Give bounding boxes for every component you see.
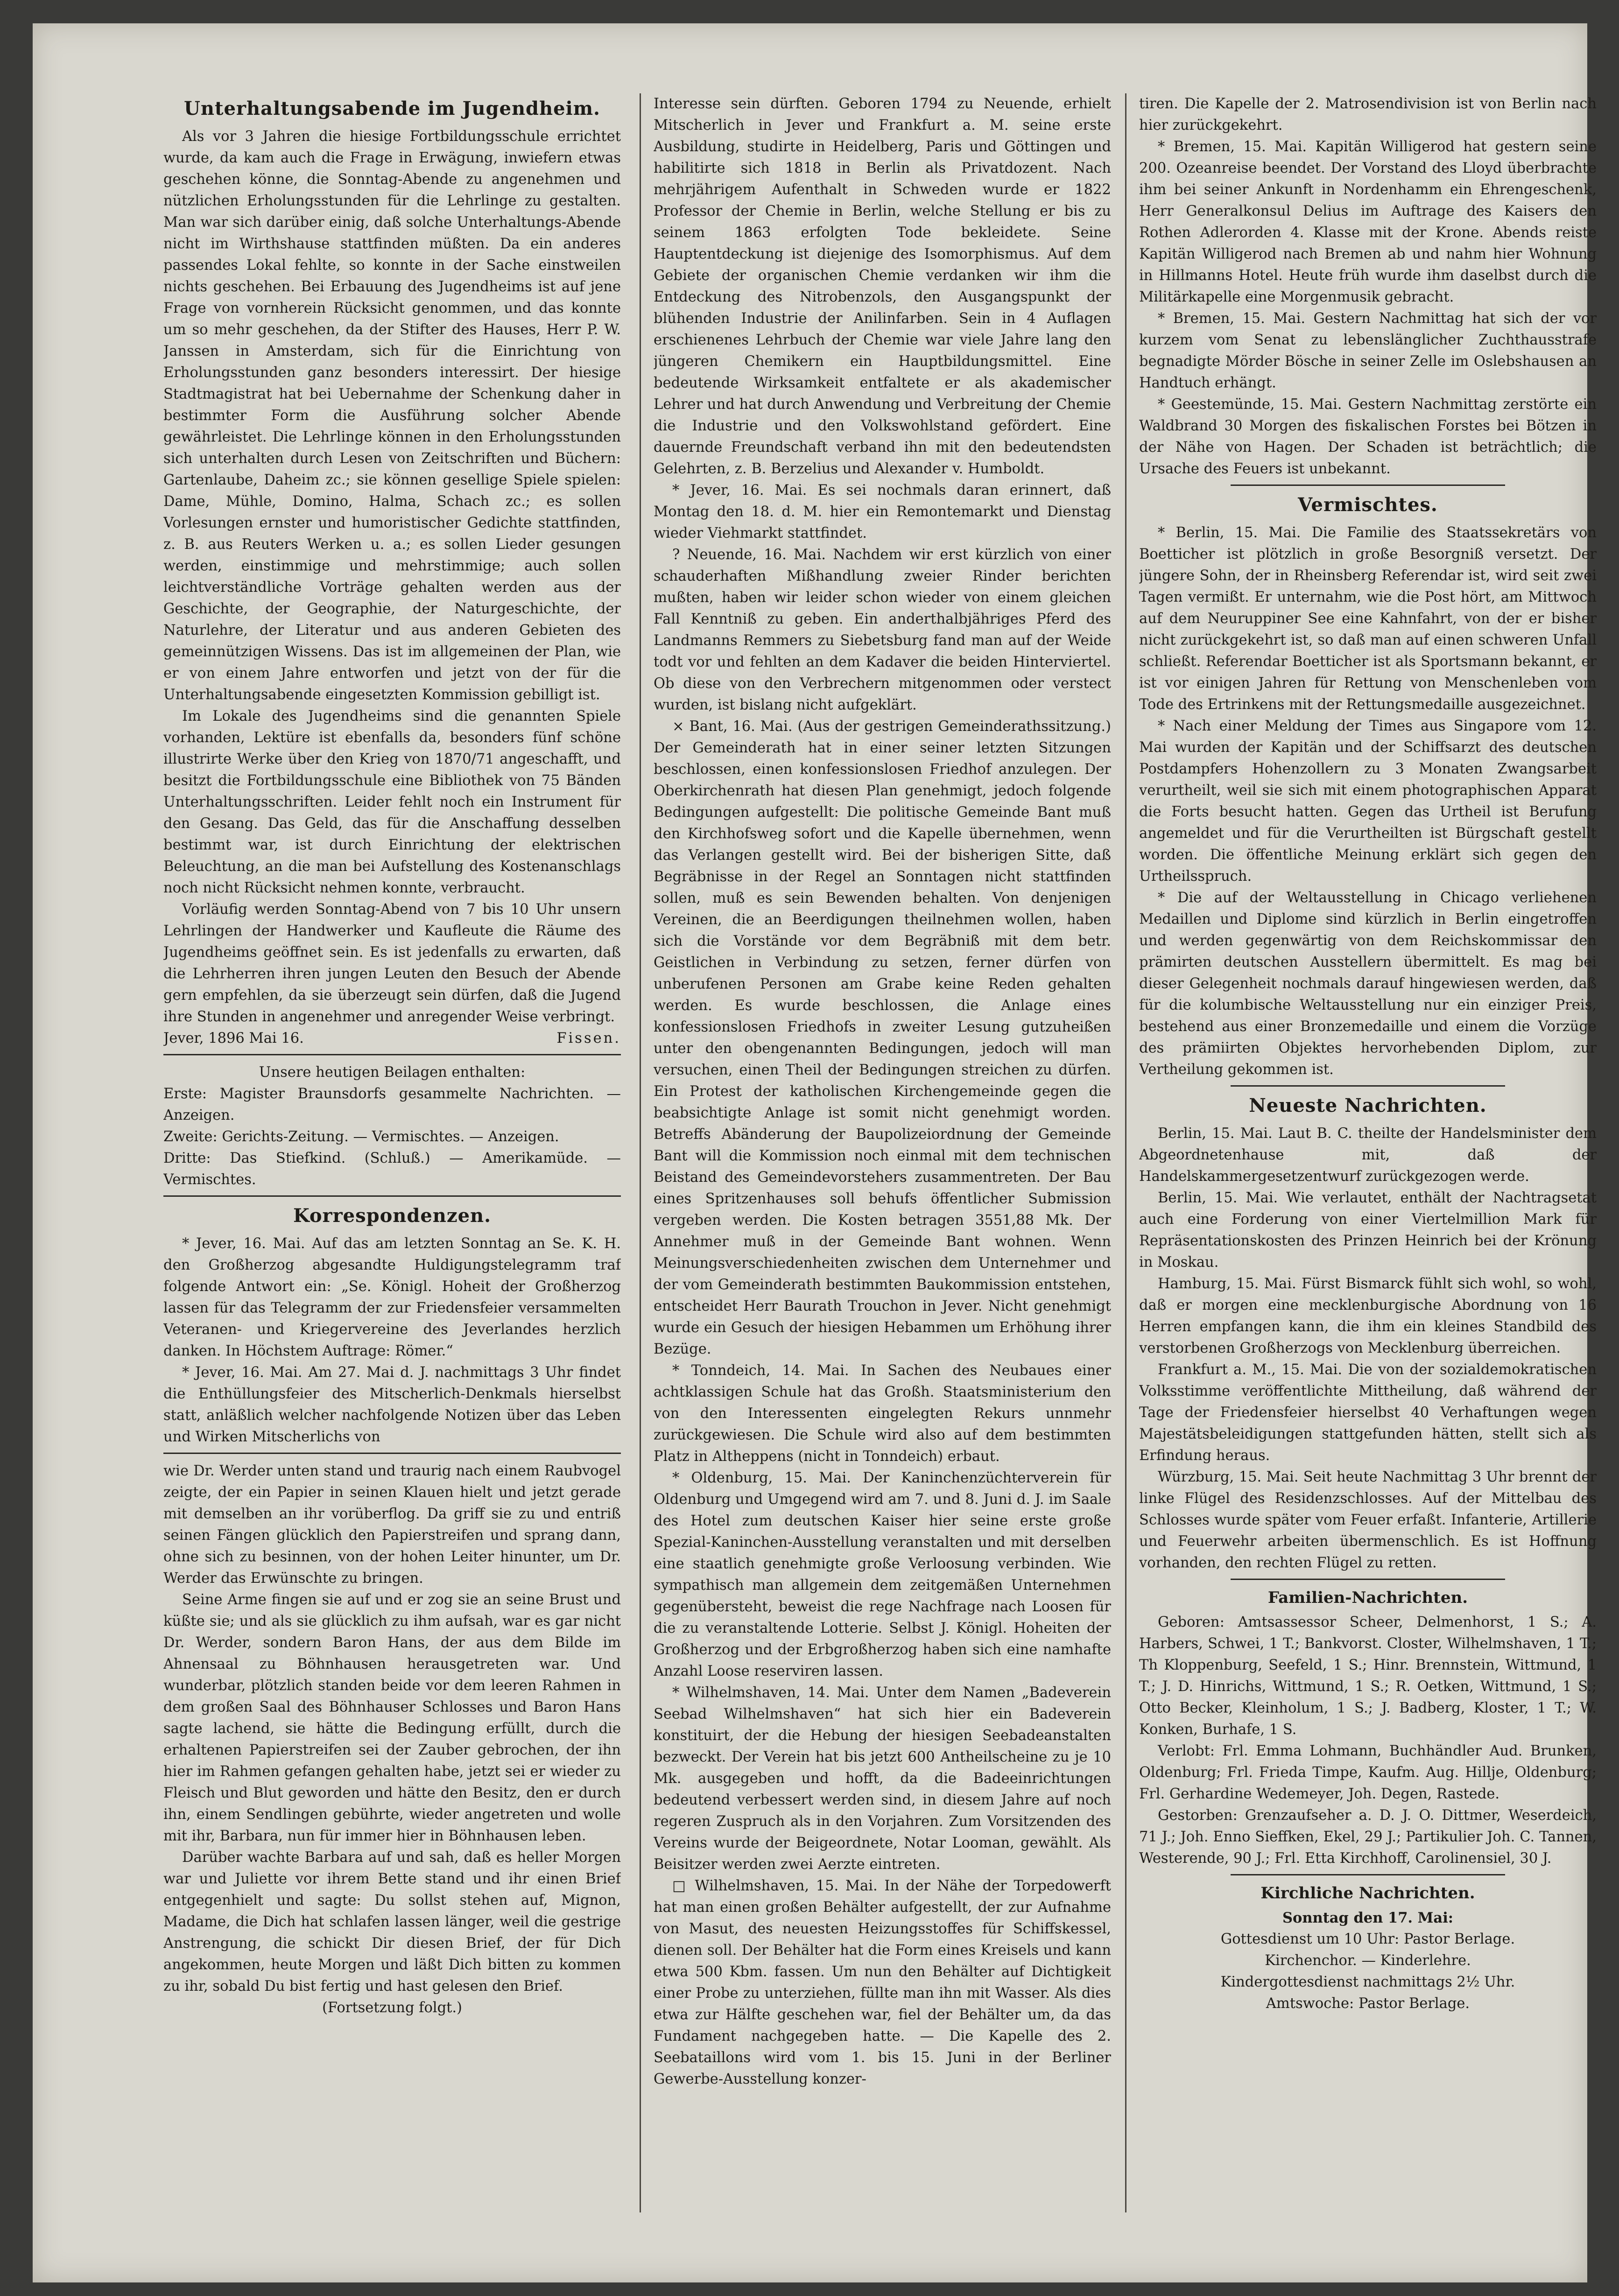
paragraph: Verlobt: Frl. Emma Lohmann, Buchhändler Aud. Brunken, Oldenburg; Frl. Frieda Timpe, Kaufm. Aug. Hillje, Oldenburg; Frl. Gerhardine Wedemeyer, Joh. Degen, Rastede. [1139,1743,1597,1802]
paragraph: Berlin, 15. Mai. Wie verlautet, enthält der Nachtragsetat auch eine Forderung von einer Viertelmillion Mark für Repräsentationskosten des Prinzen Heinrich bei der Krönung in Moskau. [1139,1190,1597,1271]
signature-line [163,1028,621,1049]
column-left [163,93,621,2203]
heading-vermischtes: Vermischtes. [1298,494,1438,516]
paragraph: * Jever, 16. Mai. Am 27. Mai d. J. nachmittags 3 Uhr findet die Enthüllungsfeier des Mitscherlich-Denkmals hierselbst statt, anläßlich welcher nachfolgende Notizen über das Leben und Wirken Mitscherlichs von [163,1364,621,1445]
heading-familien-nachrichten: Familien-Nachrichten. [1267,1588,1468,1607]
beilagen-line: Dritte: Das Stiefkind. (Schluß.) — Amerikamüde. — Vermischtes. [163,1150,621,1188]
divider [1231,1085,1505,1087]
beilagen-heading: Unsere heutigen Beilagen enthalten: [259,1064,526,1081]
paragraph: tiren. Die Kapelle der 2. Matrosendivision ist von Berlin nach hier zurückgekehrt. [1139,96,1597,133]
paragraph: Interesse sein dürften. Geboren 1794 zu Neuende, erhielt Mitscherlich in Jever und Frankfurt a. M. seine erste Ausbildung, studirte in Heidelberg, Paris und Göttingen und habilitirte sich 1818 in Berlin als Privatdozent. Nach mehrjährigem Aufenthalt in Schweden wurde er 1822 Professor der Chemie in Berlin, welche Stellung er bis zu seinem 1863 erfolgten Tode bekleidete. Seine Hauptentdeckung ist diejenige des Isomorphismus. Auf dem Gebiete der organischen Chemie verdanken wir ihm die Entdeckung des Nitrobenzols, den Ausgangspunkt der blühenden Industrie der Anilinfarben. Sein in 4 Auflagen erschienenes Lehrbuch der Chemie war viele Jahre lang den jüngeren Chemikern ein Hauptbildungsmittel. Eine bedeutende Wirksamkeit entfaltete er als akademischer Lehrer und hat durch Anwendung und Verbreitung der Chemie die Industrie und den Volkswohlstand gefördert. Eine dauernde Freundschaft verband ihn mit den bedeutendsten Gelehrten, z. B. Berzelius und Alexander v. Humboldt. [654,96,1111,477]
paragraph: * Jever, 16. Mai. Es sei nochmals daran erinnert, daß Montag den 18. d. M. hier ein Remontemarkt und Dienstag wieder Viehmarkt stattfindet. [654,482,1111,541]
paragraph: * Nach einer Meldung der Times aus Singapore vom 12. Mai wurden der Kapitän und der Schiffsarzt des deutschen Postdampfers Hohenzollern zu 3 Monaten Zwangsarbeit verurtheilt, weil sie sich mit einem photographischen Apparat die Forts besucht hatten. Gegen das Urtheil ist Berufung angemeldet und für die Verurtheilten ist Bürgschaft gestellt worden. Die öffentliche Meinung erklärt sich gegen den Urtheilsspruch. [1139,718,1597,885]
paragraph: Berlin, 15. Mai. Laut B. C. theilte der Handelsminister dem Abgeordnetenhause mit, daß der Handelskammergesetzentwurf zurückgezogen werde. [1139,1125,1597,1185]
column-rule [640,93,641,2212]
divider [1231,484,1505,486]
continuation-note: (Fortsetzung folgt.) [322,2000,462,2016]
paragraph: Hamburg, 15. Mai. Fürst Bismarck fühlt sich wohl, so wohl, daß er morgen eine mecklenburgische Abordnung von 16 Herren empfangen kann, die ihm ein kleines Standbild des verstorbenen Großherzogs von Mecklenburg überreichen. [1139,1276,1597,1356]
divider [1231,1579,1505,1580]
column-right [1139,93,1597,2212]
paragraph: □ Wilhelmshaven, 15. Mai. In der Nähe der Torpedowerft hat man einen großen Behälter aufgestellt, der zur Aufnahme von Masut, des neuesten Heizungsstoffes für Schiffskessel, dienen soll. Der Behälter hat die Form eines Kreisels und kann etwa 500 Kbm. fassen. Um nun den Behälter auf Dichtigkeit einer Probe zu unterziehen, füllte man ihn mit Wasser. Als dies etwa zur Hälfte geschehen war, fiel der Behälter um, da das Fundament nachgegeben hatte. — Die Kapelle des 2. Seebataillons wird vom 1. bis 15. Juni in der Berliner Gewerbe-Ausstellung konzer- [654,1878,1111,2087]
paragraph: Gestorben: Grenzaufseher a. D. J. O. Dittmer, Weserdeich, 71 J.; Joh. Enno Sieffken, Ekel, 29 J.; Partikulier Joh. C. Tannen, Westerende, 90 J.; Frl. Etta Kirchhoff, Carolinensiel, 30 J. [1139,1807,1597,1867]
church-line: Gottesdienst um 10 Uhr: Pastor Berlage. [1220,1931,1515,1947]
paragraph: Darüber wachte Barbara auf und sah, daß es heller Morgen war und Juliette vor ihrem Bette stand und ihr einen Brief entgegenhielt und sagte: Du sollst stehen auf, Mignon, Madame, die Dich hat schlafen lassen länger, weil die gestrige Anstrengung, die schickt Dir diesen Brief, der für Dich angekommen, heute Morgen und läßt Dich bitten zu kommen zu ihr, sobald Du bist fertig und hast gelesen den Brief. [163,1849,621,1994]
beilagen-line: Zweite: Gerichts-Zeitung. — Vermischtes. — Anzeigen. [163,1129,559,1145]
paragraph: * Die auf der Weltausstellung in Chicago verliehenen Medaillen und Diplome sind kürzlich in Berlin eingetroffen und werden gegenwärtig von dem Reichskommissar den prämirten deutschen Ausstellern übermittelt. Es mag bei dieser Gelegenheit nochmals darauf hingewiesen werden, daß für die kolumbische Weltausstellung nur ein einziger Preis, bestehend aus einer Bronzemedaille und einem die Vorzüge des prämiirten Objektes hervorhebenden Diplom, zur Vertheilung gekommen ist. [1139,890,1597,1078]
divider [1231,1874,1505,1875]
paragraph: Als vor 3 Jahren die hiesige Fortbildungsschule errichtet wurde, da kam auch die Frage in Erwägung, inwiefern etwas geschehen könne, die Sonntag-Abende zu angenehmen und nützlichen Erholungsstunden für die Lehrlinge zu gestalten. Man war sich darüber einig, daß solche Unterhaltungs-Abende nicht im Wirthshause stattfinden müßten. Da ein anderes passendes Lokal fehlte, so konnte in der Sache einstweilen nichts geschehen. Bei Erbauung des Jugendheims ist auf jene Frage von vornherein Rücksicht genommen, und das konnte um so mehr geschehen, da der Stifter des Hauses, Herr P. W. Janssen in Amsterdam, sich für die Einrichtung von Erholungsstunden ganz besonders interessirt. Der hiesige Stadtmagistrat hat bei Uebernahme der Schenkung daher in bestimmter Form die Ausführung solcher Abende gewährleistet. Die Lehrlinge können in den Erholungsstunden sich unterhalten durch Lesen von Zeitschriften und Büchern: Gartenlaube, Daheim zc.; sie können gesellige Spiele spielen: Dame, Mühle, Domino, Halma, Schach zc.; es sollen Vorlesungen ernster und humoristischer Gedichte stattfinden, z. B. aus Reuters Werken u. a.; es sollen Lieder gesungen werden, einstimmige und mehrstimmige; auch sollen leichtverständliche Vorträge gehalten werden aus der Geschichte, der Geographie, der Naturgeschichte, der Naturlehre, der Literatur und aus anderen Gebieten des gemeinnützigen Wissens. Das ist im allgemeinen der Plan, wie er von einem Jahre entworfen und jetzt von der für die Unterhaltungsabende eingesetzten Kommission gebilligt ist. [163,128,621,703]
signature-name: Fissen. [556,1030,621,1046]
paragraph: × Bant, 16. Mai. (Aus der gestrigen Gemeinderathssitzung.) Der Gemeinderath hat in einer seiner letzten Sitzungen beschlossen, einen konfessionslosen Friedhof anzulegen. Der Oberkirchenrath hat diesen Plan genehmigt, jedoch folgende Bedingungen aufgestellt: Die politische Gemeinde Bant muß den Kirchhofsweg sofort und die Kapelle übernehmen, wenn das Verlangen gestellt wird. Bei der bisherigen Sitte, daß Begräbnisse in der Regel an Sonntagen nicht stattfinden sollen, muß es sein Bewenden behalten. Von denjenigen Vereinen, die an Beerdigungen theilnehmen wollen, haben sich die Vorstände vor dem Begräbniß mit dem betr. Geistlichen in Verbindung zu setzen, ferner dürfen von unberufenen Personen am Grabe keine Reden gehalten werden. Es wurde beschlossen, die Anlage eines konfessionslosen Friedhofs in zweiter Lesung gutzuheißen unter den obengenannten Bedingungen, jedoch will man versuchen, einen Theil der Bedingungen streichen zu dürfen. Ein Protest der katholischen Kirchengemeinde gegen die beabsichtigte Anlage ist somit nicht genehmigt worden. Betreffs Abänderung der Baupolizeiordnung der Gemeinde Bant will die Kommission noch einmal mit dem technischen Beistand des Gemeindevorstehers zusammentreten. Der Bau eines Spritzenhauses soll behufs öffentlicher Submission vergeben werden. Die Kosten betragen 3551,88 Mk. Der Annehmer muß in der Gemeinde Bant wohnen. Wenn Meinungsverschiedenheiten zwischen dem Unternehmer und der vom Gemeinderath bestimmten Baukommission entstehen, entscheidet Herr Baurath Trouchon in Jever. Nicht genehmigt wurde ein Gesuch der hiesigen Hebammen um Erhöhung ihrer Bezüge. [654,718,1111,1357]
paragraph: * Bremen, 15. Mai. Gestern Nachmittag hat sich der vor kurzem vom Senat zu lebenslänglicher Zuchthausstrafe begnadigte Mörder Bösche in seiner Zelle im Oslebshausen an Handtuch erhängt. [1139,310,1597,391]
church-date: Sonntag den 17. Mai: [1282,1910,1454,1926]
paragraph: wie Dr. Werder unten stand und traurig nach einem Raubvogel zeigte, der ein Papier in seinen Klauen hielt und jetzt gerade mit demselben an ihr vorüberflog. Da griff sie zu und entriß seinen Fängen glücklich den Papierstreifen und sprang dann, ohne sich zu besinnen, von der hohen Leiter hinunter, um Dr. Werder das Erwünschte zu bringen. [163,1463,621,1587]
paragraph: * Oldenburg, 15. Mai. Der Kaninchenzüchterverein für Oldenburg und Umgegend wird am 7. und 8. Juni d. J. im Saale des Hotel zum deutschen Kaiser hier seine erste große Spezial-Kaninchen-Ausstellung veranstalten und mit derselben eine staatlich genehmigte große Verloosung verbinden. Wie sympathisch man allgemein dem zeitgemäßen Unternehmen gegenübersteht, beweist die rege Nachfrage nach Loosen für die zu veranstaltende Lotterie. Selbst J. Königl. Hoheiten der Großherzog und der Erbgroßherzog haben sich eine namhafte Anzahl Loose reserviren lassen. [654,1470,1111,1679]
church-line: Kirchenchor. — Kinderlehre. [1265,1952,1471,1969]
column-middle [654,93,1111,2212]
heading-unterhaltung: Unterhaltungsabende im Jugendheim. [184,98,600,119]
paragraph: * Jever, 16. Mai. Auf das am letzten Sonntag an Se. K. H. den Großherzog abgesandte Huldigungstelegramm traf folgende Antwort ein: „Se. Königl. Hoheit der Großherzog lassen für das Telegramm der zur Friedensfeier versammelten Veteranen- und Kriegervereine des Jeverlandes herzlich danken. In Höchstem Auftrage: Römer.“ [163,1236,621,1359]
heading-korrespondenzen: Korrespondenzen. [293,1205,492,1227]
newspaper-page [33,23,1597,2282]
paragraph: Geboren: Amtsassessor Scheer, Delmenhorst, 1 S.; A. Harbers, Schwei, 1 T.; Bankvorst. Closter, Wilhelmshaven, 1 T.; Th Kloppenburg, Seefeld, 1 S.; Hinr. Brennstein, Wittmund, 1 T.; J. D. Hinrichs, Wittmund, 1 S.; R. Oetken, Wittmund, 1 S.; Otto Becker, Kleinholum, 1 S.; J. Badberg, Kloster, 1 T.; W. Konken, Burhafe, 1 S. [1139,1614,1597,1738]
paragraph: Würzburg, 15. Mai. Seit heute Nachmittag 3 Uhr brennt der linke Flügel des Residenzschlosses. Auf der Mittelbau des Schlosses wurde später vom Feuer erfaßt. Infanterie, Artillerie und Feuerwehr arbeiten übermenschlich. Es ist Hoffnung vorhanden, den rechten Flügel zu retten. [1139,1469,1597,1571]
paragraph: * Tonndeich, 14. Mai. In Sachen des Neubaues einer achtklassigen Schule hat das Großh. Staatsministerium den von den Interessenten eingelegten Rekurs unnmehr zurückgewiesen. Die Schule wird also auf dem bestimmten Platz in Altheppens (nicht in Tonndeich) erbaut. [654,1362,1111,1465]
paragraph: ? Neuende, 16. Mai. Nachdem wir erst kürzlich von einer schauderhaften Mißhandlung zweier Rinder berichten mußten, haben wir leider schon wieder von einem gleichen Fall Kenntniß zu geben. Ein anderthalbjähriges Pferd des Landmanns Remmers zu Siebetsburg fand man auf der Weide todt vor und fehlten an dem Kadaver die beiden Hinterviertel. Ob diese von den Verbrechern mitgenommen oder verstect wurden, ist bislang nicht aufgeklärt. [654,547,1111,713]
church-line: Amtswoche: Pastor Berlage. [1266,1995,1470,2012]
paragraph: Frankfurt a. M., 15. Mai. Die von der sozialdemokratischen Volksstimme veröffentlichte Mittheilung, daß während der Tage der Friedensfeier hierselbst 40 Verhaftungen wegen Majestätsbeleidigungen stattgefunden hätten, stellt sich als Erfindung heraus. [1139,1362,1597,1464]
heading-kirchliche-nachrichten: Kirchliche Nachrichten. [1260,1884,1475,1903]
paragraph: * Geestemünde, 15. Mai. Gestern Nachmittag zerstörte ein Waldbrand 30 Morgen des fiskalischen Forstes bei Bötzen in der Nähe von Hagen. Der Schaden ist beträchtlich; die Ursache des Feuers ist unbekannt. [1139,396,1597,477]
church-line: Kindergottesdienst nachmittags 2½ Uhr. [1220,1974,1515,1990]
paragraph: * Berlin, 15. Mai. Die Familie des Staatssekretärs von Boetticher ist plötzlich in große Besorgniß versetzt. Der jüngere Sohn, der in Rheinsberg Referendar ist, wird seit zwei Tagen vermißt. Er unternahm, wie die Post hört, am Mittwoch auf dem Neuruppiner See eine Kahnfahrt, von der er bisher nicht zurückgekehrt ist, so daß man auf einen schweren Unfall schließt. Referendar Boetticher ist als Sportsmann bekannt, er ist vor einigen Jahren für Rettung von Menschenleben vom Tode des Ertrinkens mit der Rettungsmedaille ausgezeichnet. [1139,525,1597,713]
paragraph: * Bremen, 15. Mai. Kapitän Willigerod hat gestern seine 200. Ozeanreise beendet. Der Vorstand des Lloyd überbrachte ihm bei seiner Ankunft in Nordenhamm ein Ehrengeschenk, Herr Generalkonsul Delius im Auftrage des Kaisers den Rothen Adlerorden 4. Klasse mit der Krone. Abends reiste Kapitän Willigerod nach Bremen ab und nahm hier Wohnung in Hillmanns Hotel. Heute früh wurde ihm daselbst durch die Militärkapelle eine Morgenmusik gebracht. [1139,139,1597,305]
heading-neueste-nachrichten: Neueste Nachrichten. [1249,1095,1487,1116]
column-rule [1125,93,1126,2212]
paragraph: * Wilhelmshaven, 14. Mai. Unter dem Namen „Badeverein Seebad Wilhelmshaven“ hat sich hier ein Badeverein konstituirt, der die Hebung der hiesigen Seebadeanstalten bezweckt. Der Verein hat bis jetzt 600 Antheilscheine zu je 10 Mk. ausgegeben und hofft, da die Badeeinrichtungen bedeutend verbessert werden sind, in diesem Jahre auf noch regeren Zuspruch als in den Vorjahren. Zum Vorsitzenden des Vereins wurde der Beigeordnete, Notar Looman, gewählt. Als Beisitzer werden zwei Aerzte eintreten. [654,1685,1111,1873]
divider [163,1195,621,1197]
signature-place: Jever, 1896 Mai 16. [163,1030,304,1046]
paragraph: Im Lokale des Jugendheims sind die genannten Spiele vorhanden, Lektüre ist ebenfalls da, besonders fünf schöne illustrirte Werke über den Krieg von 1870/71 angeschafft, und besitzt die Fortbildungsschule eine Bibliothek von 75 Bänden Unterhaltungsschriften. Leider fehlt noch ein Instrument für den Gesang. Das Geld, das für die Anschaffung desselben bestimmt war, ist durch Einrichtung der elektrischen Beleuchtung, an die man bei Aufstellung des Kostenanschlags noch nicht Rücksicht nehmen konnte, verbraucht. [163,708,621,896]
feuilleton-divider [163,1453,621,1454]
beilagen-line: Erste: Magister Braunsdorfs gesammelte Nachrichten. — Anzeigen. [163,1086,621,1123]
divider [163,1054,621,1055]
paragraph: Seine Arme fingen sie auf und er zog sie an seine Brust und küßte sie; und als sie glücklich zu ihm aufsah, war es gar nicht Dr. Werder, sondern Baron Hans, der aus dem Bilde im Ahnensaal zu Böhnhausen herausgetreten war. Und wunderbar, plötzlich standen beide vor dem leeren Rahmen in dem großen Saal des Böhnhauser Schlosses und Baron Hans sagte lachend, sie hätte die Bedingung erfüllt, durch die erhaltenen Papierstreifen sei der Zauber gebrochen, der ihn hier im Rahmen gefangen gehalten habe, jetzt sei er wieder zu Fleisch und Blut geworden und hätte den Besitz, den er durch ihn, einem Sendlingen gebührte, wieder angetreten und wolle mit ihr, Barbara, nun für immer hier in Böhnhausen leben. [163,1592,621,1844]
paragraph: Vorläufig werden Sonntag-Abend von 7 bis 10 Uhr unsern Lehrlingen der Handwerker und Kaufleute die Räume des Jugendheims geöffnet sein. Es ist jedenfalls zu erwarten, daß die Lehrherren ihren jungen Leuten den Besuch der Abende gern empfehlen, da sie überzeugt sein dürfen, daß die Jugend ihre Stunden in angenehmer und anregender Weise verbringt. [163,901,621,1025]
